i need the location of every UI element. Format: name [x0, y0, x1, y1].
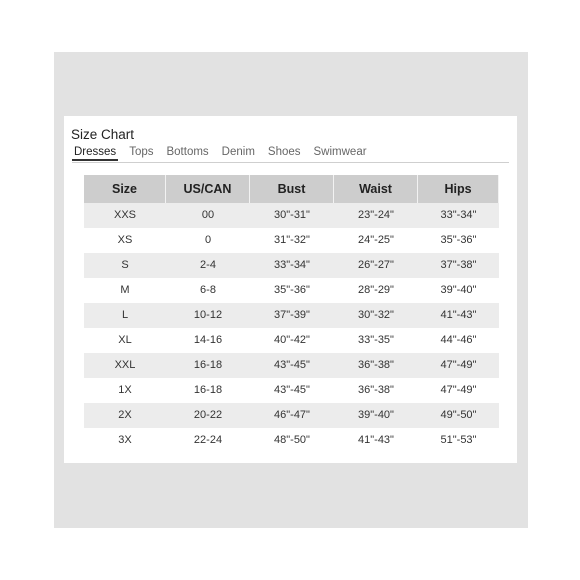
table-cell: S: [84, 253, 166, 278]
table-cell: 2-4: [166, 253, 250, 278]
table-cell: 30"-32": [334, 303, 418, 328]
table-cell: 31"-32": [274, 234, 310, 246]
table-cell: 0: [204, 234, 212, 246]
table-cell: 22-24: [193, 434, 223, 446]
column-header-bust: Bust: [250, 175, 334, 203]
table-cell: 44"-46": [440, 334, 477, 346]
table-cell: 47"-49": [440, 384, 477, 396]
tab-swimwear[interactable]: Swimwear: [313, 146, 367, 158]
table-cell: 2X: [84, 403, 166, 428]
size-table: [84, 175, 499, 453]
table-cell: 46"-47": [250, 403, 334, 428]
table-cell: 10-12: [166, 303, 250, 328]
table-cell: 24"-25": [358, 234, 394, 246]
tab-tops[interactable]: Tops: [129, 146, 154, 158]
table-cell: 36"-38": [334, 353, 418, 378]
table-cell: 37"-39": [250, 303, 334, 328]
table-cell: 26"-27": [334, 253, 418, 278]
table-cell: 43"-45": [274, 384, 310, 396]
table-cell: 41"-43": [358, 434, 394, 446]
table-cell: 14-16: [193, 334, 223, 346]
table-cell: M: [120, 284, 130, 296]
table-cell: 23"-24": [334, 203, 418, 228]
column-header-us-can: US/CAN: [166, 175, 250, 203]
table-cell: 16-18: [166, 353, 250, 378]
tab-shoes[interactable]: Shoes: [267, 146, 301, 158]
table-cell: 37"-38": [418, 253, 499, 278]
table-cell: 35"-36": [440, 234, 477, 246]
column-header-hips: Hips: [418, 175, 499, 203]
table-cell: 39"-40": [334, 403, 418, 428]
table-cell: L: [84, 303, 166, 328]
table-cell: 49"-50": [418, 403, 499, 428]
table-cell: 36"-38": [358, 384, 394, 396]
category-tabs: [72, 146, 509, 163]
table-cell: XS: [117, 234, 133, 246]
table-cell: 28"-29": [358, 284, 394, 296]
tab-denim[interactable]: Denim: [221, 146, 255, 158]
column-header-size: Size: [84, 175, 166, 203]
table-cell: 33"-34": [418, 203, 499, 228]
table-cell: 33"-34": [250, 253, 334, 278]
table-cell: XL: [118, 334, 132, 346]
table-cell: 41"-43": [418, 303, 499, 328]
table-cell: 33"-35": [358, 334, 394, 346]
table-cell: 39"-40": [440, 284, 477, 296]
tab-dresses[interactable]: Dresses: [72, 146, 118, 161]
table-cell: 40"-42": [274, 334, 310, 346]
table-cell: 6-8: [200, 284, 216, 296]
column-header-waist: Waist: [334, 175, 418, 203]
table-cell: 43"-45": [250, 353, 334, 378]
table-cell: 35"-36": [274, 284, 310, 296]
table-cell: 47"-49": [418, 353, 499, 378]
table-cell: XXS: [84, 203, 166, 228]
page-title: Size Chart: [71, 127, 135, 142]
table-cell: 48"-50": [274, 434, 310, 446]
table-cell: 3X: [118, 434, 132, 446]
size-chart-panel: [64, 116, 517, 463]
table-cell: XXL: [84, 353, 166, 378]
table-cell: 1X: [118, 384, 132, 396]
table-cell: 30"-31": [250, 203, 334, 228]
table-cell: 16-18: [193, 384, 223, 396]
table-cell: 20-22: [166, 403, 250, 428]
table-cell: 51"-53": [440, 434, 477, 446]
tab-bottoms[interactable]: Bottoms: [166, 146, 209, 158]
table-cell: 00: [166, 203, 250, 228]
